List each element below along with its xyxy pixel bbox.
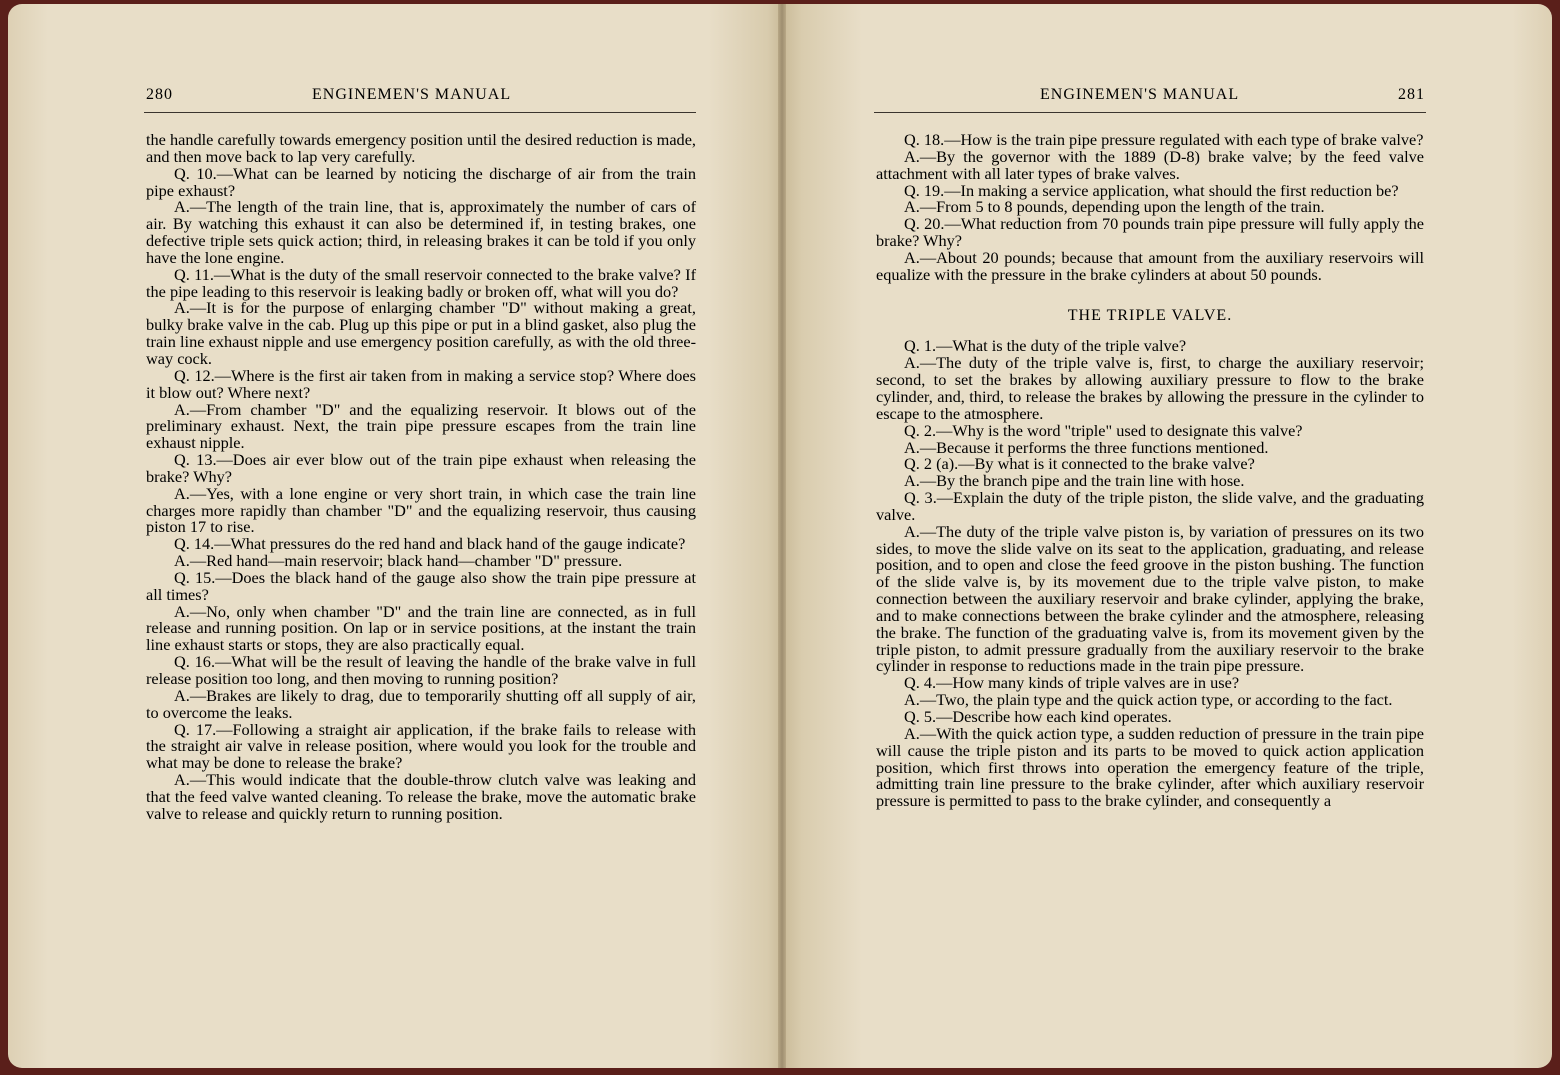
paragraph: Q. 4.—How many kinds of triple valves are in use? [904,673,1240,693]
paragraph: Q. 15.—Does the black hand of the gauge also show the train pipe pressure at all times? [146,567,696,604]
paragraph: Q. 5.—Describe how each kind operates. [904,707,1172,726]
paragraph: A.—Brakes are likely to drag, due to temporarily shutting off all supply of air, to overcome the leaks. [146,685,696,722]
paragraph: A.—From 5 to 8 pounds, depending upon the length of the train. [904,197,1325,217]
paragraph: A.—By the governor with the 1889 (D-8) brake valve; by the feed valve attachment with all later types of brake valves. [876,146,1424,183]
right-page-header [876,86,1424,110]
paragraph: Q. 19.—In making a service application, what should the first reduction be? [904,180,1399,200]
right-body-before [876,132,1424,284]
paragraph: A.—This would indicate that the double-throw clutch valve was leaking and that the feed valve wanted cleaning. To release the brake, move the automatic brake valve to release and quickly return to running position. [146,770,696,823]
paragraph: A.—The duty of the triple valve piston is, by variation of pressures on its two sides, to move the slide valve on its seat to the application, graduating, and release position, and to open and close the feed groove in the piston bushing. The function of the slide valve is, by its movement due to the triple valve piston, to make connection between the auxiliary reservoir and brake cylinder, applying the brake, and to make connections between the brake cylinder and the atmosphere, releasing the brake. The function of the graduating valve is, from its movement given by the triple piston, to admit pressure gradually from the auxiliary reservoir to the brake cylinder in response to reductions made in the train pipe pressure. [876,521,1424,676]
book-gutter [778,4,786,1068]
paragraph: A.—No, only when chamber "D" and the train line are connected, as in full release and running position. On lap or in service positions, at the instant the train line exhaust starts or stops, they are also practically equal. [146,601,696,655]
paragraph: Q. 1.—What is the duty of the triple valve? [904,336,1187,356]
left-header-rule [144,112,696,113]
right-header-rule [874,112,1426,113]
left-page-number: 280 [146,86,173,103]
paragraph: Q. 11.—What is the duty of the small reservoir connected to the brake valve? If the pipe leading to this reservoir is leaking badly or broken off, what will you do? [146,264,696,301]
right-running-head: ENGINEMEN'S MANUAL [1040,86,1240,103]
paragraph: the handle carefully towards emergency position until the desired reduction is made, and then move back to lap very carefully. [146,130,696,166]
paragraph: A.—The length of the train line, that is, approximately the number of cars of air. By watching this exhaust it can also be determined if, in testing brakes, one defective triple sets quick action; third, in releasing brakes it can be told if you only have the lone engine. [146,197,696,267]
paragraph: A.—Because it performs the three functions mentioned. [904,437,1269,457]
paragraph: A.—Yes, with a lone engine or very short train, in which case the train line charges more rapidly than chamber "D" and the equalizing reservoir, thus causing piston 17 to rise. [146,483,696,537]
paragraph: Q. 13.—Does air ever blow out of the train pipe exhaust when releasing the brake? Why? [146,450,696,486]
paragraph: A.—Two, the plain type and the quick action type, or according to the fact. [904,690,1393,710]
paragraph: Q. 17.—Following a straight air application, if the brake fails to release with the straight air valve in release position, where would you look for the trouble and what may be done to release the brake? [146,719,696,773]
right-page-number: 281 [1398,86,1425,103]
section-title: THE TRIPLE VALVE. [1067,306,1233,324]
paragraph: A.—By the branch pipe and the train line with hose. [904,471,1245,491]
left-page-body [146,132,696,823]
paragraph: A.—About 20 pounds; because that amount from the auxiliary reservoirs will equalize with the pressure in the brake cylinders at about 50 pounds. [876,247,1424,284]
left-running-head: ENGINEMEN'S MANUAL [312,86,512,103]
paragraph: Q. 20.—What reduction from 70 pounds train pipe pressure will fully apply the brake? Why? [876,214,1424,251]
paragraph: Q. 14.—What pressures do the red hand and black hand of the gauge indicate? [174,534,686,554]
paragraph: Q. 12.—Where is the first air taken from in making a service stop? Where does it blow out? Where next? [146,365,696,402]
paragraph: A.—From chamber "D" and the equalizing reservoir. It blows out of the preliminary exhaust. Next, the train pipe pressure escapes from the train line exhaust nipple. [146,399,696,453]
paragraph: Q. 10.—What can be learned by noticing the discharge of air from the train pipe exhaust? [146,163,696,200]
left-page-header [146,86,694,110]
paragraph: A.—Red hand—main reservoir; black hand—chamber "D" pressure. [174,551,623,571]
right-page-body [876,132,1424,810]
paragraph: A.—With the quick action type, a sudden reduction of pressure in the train pipe will cause the triple piston and its parts to be moved to quick action application position, which first throws into operation the emergency feature of the triple, admitting train line pressure to the brake cylinder, after which auxiliary reservoir pressure is permitted to pass to the brake cylinder, and consequently a [876,723,1424,811]
paragraph: Q. 16.—What will be the result of leaving the handle of the brake valve in full release position too long, and then moving to running position? [146,652,696,688]
paragraph: Q. 2.—Why is the word "triple" used to designate this valve? [904,420,1303,440]
paragraph: Q. 2 (a).—By what is it connected to the brake valve? [904,454,1255,474]
right-body-after [876,338,1424,810]
paragraph: A.—The duty of the triple valve is, first, to charge the auxiliary reservoir; second, to set the brakes by allowing auxiliary pressure to flow to the brake cylinder, and, third, to release the brakes by allowing the pressure in the cylinder to escape to the atmosphere. [876,353,1424,423]
paragraph: A.—It is for the purpose of enlarging chamber "D" without making a great, bulky brake valve in the cab. Plug up this pipe or put in a blind gasket, also plug the train line exhaust nipple and use emergency position carefully, as with the old three-way cock. [146,298,696,368]
paragraph: Q. 18.—How is the train pipe pressure regulated with each type of brake valve? [904,130,1424,149]
paragraph: Q. 3.—Explain the duty of the triple piston, the slide valve, and the graduating valve. [876,488,1424,524]
